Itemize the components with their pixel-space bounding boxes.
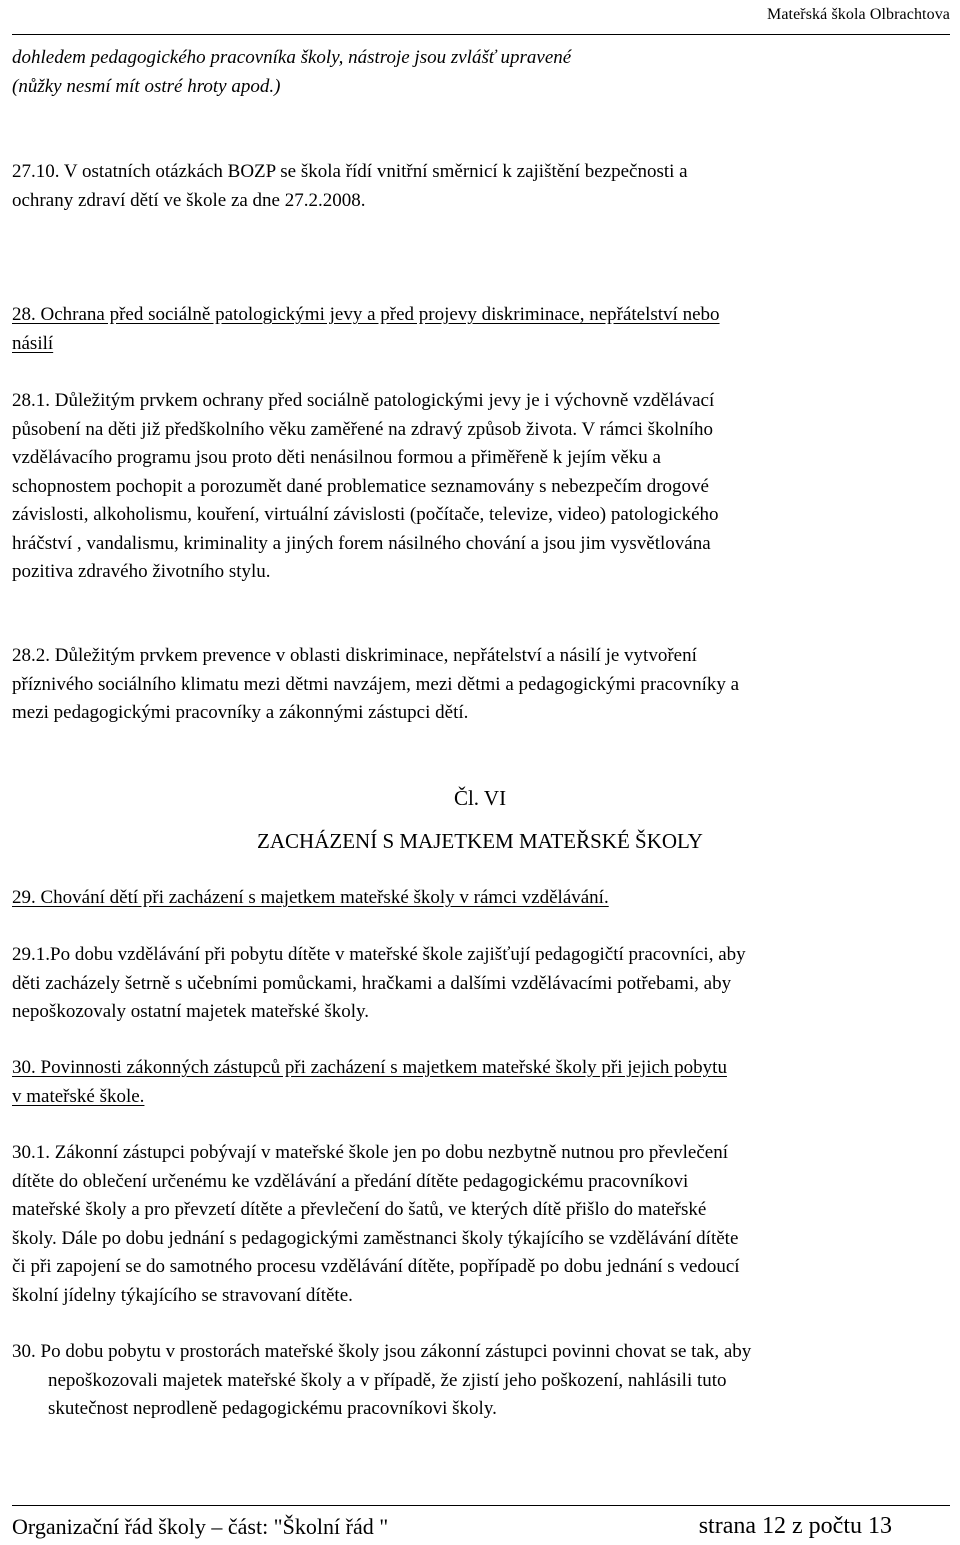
text-line: dítěte do oblečení určenému ke vzdělávání a předání dítěte pedagogickému pracovníkovi [12,1170,689,1192]
text-line: mezi pedagogickými pracovníky a zákonnými zástupci dětí. [12,702,469,723]
paragraph-30-b [12,1338,960,1424]
page-header [12,0,950,35]
paragraph-28-1 [12,387,948,587]
paragraph-27-10 [12,158,948,215]
text-line: 29.1.Po dobu vzdělávání při pobytu dítěte v mateřské škole zajišťují pedagogičtí pracovníci, aby [12,944,746,965]
text-line: ochrany zdraví dětí ve škole za dne 27.2.2008. [12,189,366,211]
text-line: v mateřské škole. [12,1085,145,1107]
text-line: (nůžky nesmí mít ostré hroty apod.) [12,75,281,97]
text-line: 30. Povinnosti zákonných zástupců při zacházení s majetkem mateřské školy při jejich pobytu [12,1057,727,1078]
footer-document-name: Organizační řád školy – část: "Školní řád " [12,1514,389,1539]
page-footer [12,1505,950,1545]
text-line: násilí [12,332,54,354]
text-line: hráčství , vandalismu, kriminality a jiných forem násilného chování a jsou jim vysvětlována [12,532,711,554]
text-line: vzdělávacího programu jsou proto děti nenásilnou formou a přiměřeně k jejím věku a [12,447,661,468]
text-line: pozitiva zdravého životního stylu. [12,561,271,582]
text-line: nepoškozovali majetek mateřské školy a v případě, že zjistí jeho poškození, nahlásili tuto [48,1369,727,1391]
heading-30 [12,1054,948,1111]
text-line: či při zapojení se do samotného procesu vzdělávání dítěte, popřípadě po dobu jednání s vedoucí [12,1256,740,1277]
text-line: 30.1. Zákonní zástupci pobývají v mateřské škole jen po dobu nezbytně nutnou pro převlečení [12,1142,729,1163]
paragraph-29-1 [12,941,948,1027]
text-line: dohledem pedagogického pracovníka školy, nástroje jsou zvlášť upravené [12,47,572,68]
text-line: 29. Chování dětí při zacházení s majetkem mateřské školy v rámci vzdělávání. [12,887,609,908]
text-line: mateřské školy a pro převzetí dítěte a převlečení do šatů, ve kterých dítě přišlo do mateřské [12,1199,707,1220]
heading-28 [12,301,948,358]
text-line: školy. Dále po dobu jednání s pedagogickými zaměstnanci školy týkajícího se vzdělávání dítěte [12,1227,739,1249]
text-line: nepoškozovaly ostatní majetek mateřské školy. [12,1001,370,1022]
article-title: ZACHÁZENÍ S MAJETKEM MATEŘSKÉ ŠKOLY [257,829,703,853]
text-line: školní jídelny týkajícího se stravovaní dítěte. [12,1284,353,1306]
heading-29 [12,884,948,913]
intro-continuation [12,44,948,101]
header-school-name: Mateřská škola Olbrachtova [767,6,950,23]
text-line: 28.1. Důležitým prvkem ochrany před sociálně patologickými jevy je i výchovně vzdělávací [12,390,715,411]
text-line: skutečnost neprodleně pedagogickému pracovníkovi školy. [48,1398,497,1419]
text-line: 28. Ochrana před sociálně patologickými jevy a před projevy diskriminace, nepřátelství nebo [12,304,720,325]
text-line: 27.10. V ostatních otázkách BOZP se škola řídí vnitřní směrnicí k zajištění bezpečnosti a [12,161,688,182]
text-line: schopnostem pochopit a porozumět dané problematice seznamovány s nebezpečím drogové [12,475,709,497]
text-line: děti zacházely šetrně s učebními pomůckami, hračkami a dalšími vzdělávacími potřebami, aby [12,972,732,994]
article-number: Čl. VI [453,786,507,810]
paragraph-28-2 [12,642,948,728]
text-line: závislosti, alkoholismu, kouření, virtuální závislosti (počítače, televize, video) patologického [12,504,719,525]
paragraph-30-1 [12,1139,948,1310]
text-line: 28.2. Důležitým prvkem prevence v oblasti diskriminace, nepřátelství a násilí je vytvoření [12,645,697,666]
text-line: působení na děti již předškolního věku zaměřené na zdravý způsob života. V rámci školního [12,418,714,440]
footer-page-number: strana 12 z počtu 13 [698,1513,892,1539]
text-line: 30. Po dobu pobytu v prostorách mateřské školy jsou zákonní zástupci povinni chovat se tak, aby [12,1341,752,1362]
text-line: příznivého sociálního klimatu mezi dětmi navzájem, mezi dětmi a pedagogickými pracovníky a [12,673,740,695]
